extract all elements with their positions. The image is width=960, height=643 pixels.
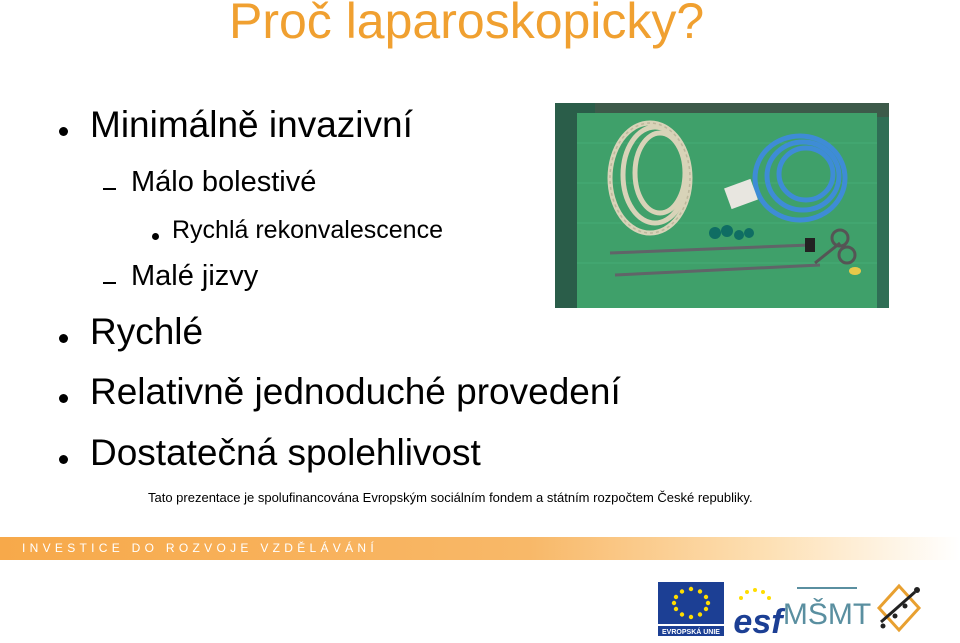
sub-bullet-dash xyxy=(103,282,116,284)
logo-strip xyxy=(655,578,945,638)
bullet-dot xyxy=(59,455,68,464)
msmt-logo xyxy=(783,588,871,631)
bullet-small-scars: Malé jizvy xyxy=(131,260,259,292)
bullet-dot xyxy=(59,334,68,343)
esf-text: esf xyxy=(733,603,783,638)
eu-flag-logo xyxy=(658,582,724,636)
funding-note: Tato prezentace je spolufinancována Evropským sociálním fondem a státním rozpočtem České republiky. xyxy=(148,490,753,505)
bullet-simple-procedure: Relativně jednoduché provedení xyxy=(90,371,621,412)
esf-logo xyxy=(729,582,787,638)
investment-banner xyxy=(0,537,960,560)
slide-title: Proč laparoskopicky? xyxy=(229,0,705,49)
bullet-reliability: Dostatečná spolehlivost xyxy=(90,432,481,473)
bullet-dot xyxy=(152,233,159,240)
bullet-dot xyxy=(59,127,68,136)
bullet-little-pain: Málo bolestivé xyxy=(131,166,317,198)
eu-caption: EVROPSKÁ UNIE xyxy=(662,629,720,636)
bullet-minimally-invasive: Minimálně invazivní xyxy=(90,104,413,145)
op-vk-logo xyxy=(879,586,920,630)
laparoscopic-instruments-photo xyxy=(555,103,889,308)
msmt-text: MŠMT xyxy=(782,598,872,631)
bullet-fast-recovery: Rychlá rekonvalescence xyxy=(172,216,443,244)
banner-text: INVESTICE DO ROZVOJE VZDĚLÁVÁNÍ xyxy=(22,541,379,555)
bullet-fast: Rychlé xyxy=(90,311,204,352)
bullet-dot xyxy=(59,394,68,403)
sub-bullet-dash xyxy=(103,188,116,190)
